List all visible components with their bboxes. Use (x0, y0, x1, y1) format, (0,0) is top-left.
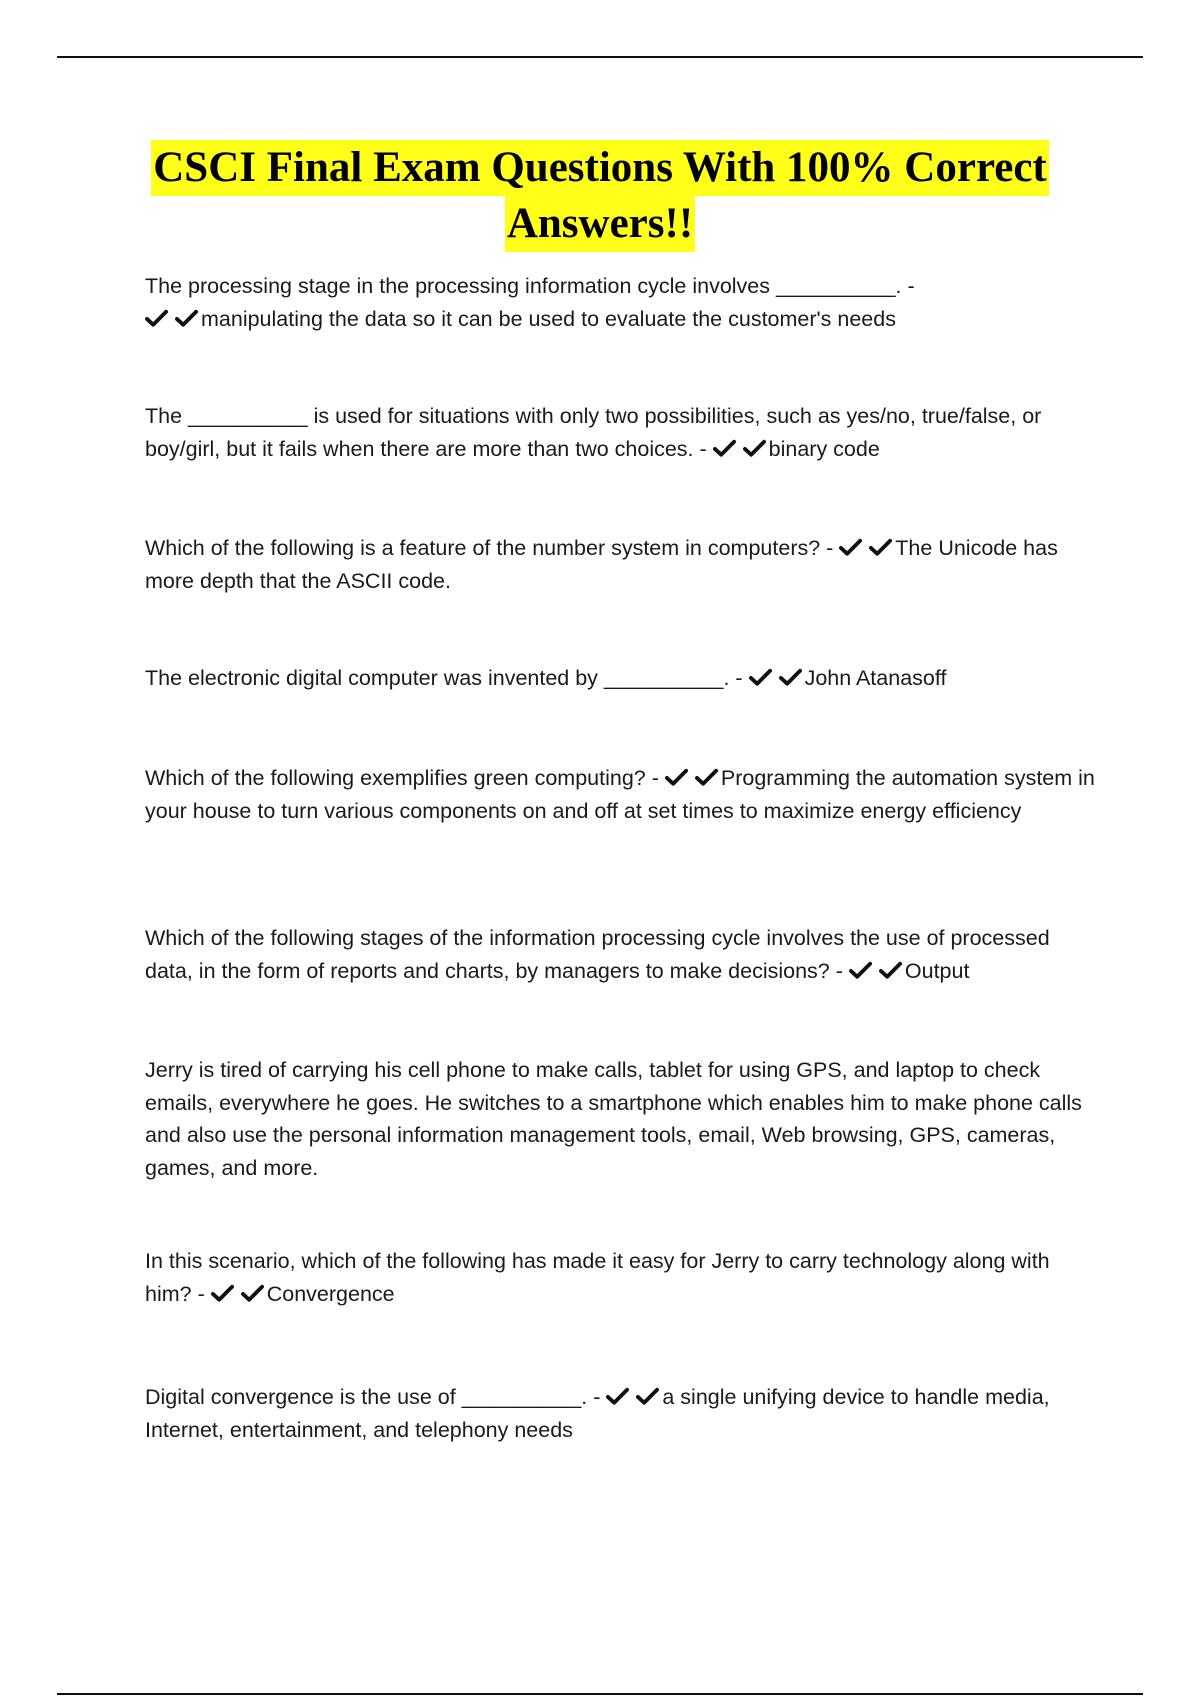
answer-text: manipulating the data so it can be used to evaluate the customer's needs (201, 306, 896, 331)
answer-text: Convergence (266, 1281, 395, 1306)
answer-text: Output (904, 958, 970, 983)
answer-separator: - (729, 666, 749, 690)
question-text: Which of the following is a feature of the number system in computers? (145, 536, 821, 560)
qa-item (145, 400, 1095, 465)
qa-item (145, 1054, 1095, 1184)
checkmark-icon (665, 767, 688, 787)
checkmark-icon (241, 1283, 264, 1303)
answer-separator: - (693, 436, 713, 461)
answer-separator: - (645, 766, 665, 790)
checkmark-icon (743, 438, 766, 458)
checkmark-icon (869, 537, 892, 557)
title-line-1: CSCI Final Exam Questions With 100% Correct (151, 140, 1049, 196)
checkmark-icon (695, 767, 718, 787)
checkmark-icon (636, 1386, 659, 1406)
checkmark-icon (849, 960, 872, 980)
question-text: In this scenario, which of the following has made it easy for Jerry to carry technology along with him? (145, 1249, 1050, 1306)
question-text: Jerry is tired of carrying his cell phone to make calls, tablet for using GPS, and laptop to check emails, everywhere he goes. He switches to a smartphone which enables him to make phone calls and also use the personal information management tools, email, Web browsing, GPS, cameras, games, and more. (145, 1058, 1082, 1180)
checkmark-icon (779, 667, 802, 687)
title-line-2: Answers!! (505, 196, 695, 252)
header-rule (57, 56, 1143, 58)
checkmark-icon (879, 960, 902, 980)
question-text: The electronic digital computer was invented by __________. (145, 666, 730, 690)
answer-separator: - (820, 536, 840, 560)
answer-text: a single unifying device to handle media, Internet, entertainment, and telephony needs (145, 1385, 1050, 1442)
answer-separator: - (829, 958, 849, 983)
question-text: The processing stage in the processing information cycle involves __________. (145, 274, 902, 298)
answer-separator: - (587, 1385, 607, 1409)
answer-text: Programming the automation system in your house to turn various components on and off at set times to maximize energy efficiency (145, 766, 1095, 823)
qa-item (145, 532, 1095, 597)
qa-item (145, 662, 1095, 695)
question-text: Which of the following exemplifies green computing? (145, 766, 646, 790)
answer-text: The Unicode has more depth that the ASCII code. (145, 536, 1058, 593)
footer-rule (57, 1693, 1143, 1695)
question-text: The __________ is used for situations with only two possibilities, such as yes/no, true/false, or boy/girl, but it fails when there are more than two choices. (145, 404, 1042, 461)
qa-item (145, 270, 1095, 335)
checkmark-icon (175, 308, 198, 328)
checkmark-icon (211, 1283, 234, 1303)
checkmark-icon (749, 667, 772, 687)
document-title (60, 140, 1140, 252)
checkmark-icon (145, 308, 168, 328)
answer-text: John Atanasoff (804, 666, 947, 690)
checkmark-icon (713, 438, 736, 458)
qa-item (145, 762, 1095, 827)
answer-text: binary code (768, 436, 880, 461)
question-text: Digital convergence is the use of __________. (145, 1385, 588, 1409)
qa-item (145, 1245, 1095, 1310)
answer-separator: - (191, 1281, 211, 1306)
answer-separator: - (901, 274, 921, 298)
checkmark-icon (606, 1386, 629, 1406)
qa-item (145, 1381, 1095, 1446)
checkmark-icon (839, 537, 862, 557)
qa-item (145, 922, 1095, 987)
question-text: Which of the following stages of the information processing cycle involves the use of processed data, in the form of reports and charts, by managers to make decisions? (145, 926, 1050, 983)
